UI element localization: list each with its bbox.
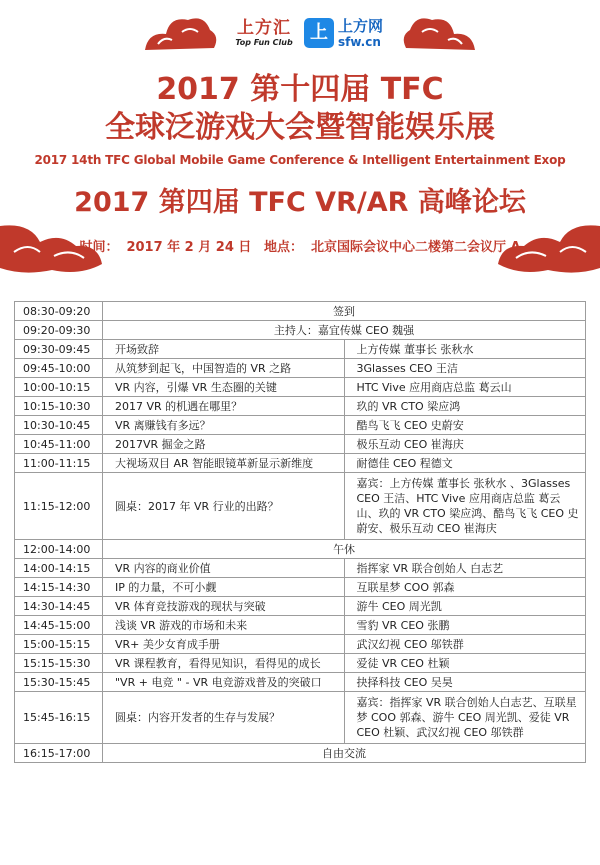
- topfun-logo: [224, 18, 304, 48]
- speaker-cell: 爱徒 VR CEO 杜颖: [344, 654, 586, 673]
- table-row: [15, 321, 586, 340]
- topfun-logo-en: Top Fun Club: [235, 38, 293, 47]
- topic-cell: 大视场双目 AR 智能眼镜革新显示新维度: [103, 454, 345, 473]
- topic-cell: VR 体育竞技游戏的现状与突破: [103, 597, 345, 616]
- table-row: [15, 635, 586, 654]
- topic-cell: VR 课程教育，看得见知识，看得见的成长: [103, 654, 345, 673]
- table-row: [15, 340, 586, 359]
- table-row: [15, 473, 586, 540]
- speaker-cell: 上方传媒 董事长 张秋水: [344, 340, 586, 359]
- time-place-line: [0, 239, 600, 257]
- speaker-cell: 玖的 VR CTO 梁应鸿: [344, 397, 586, 416]
- time-label: 时间：: [79, 240, 119, 255]
- title-line-1: 2017 第十四届 TFC: [156, 72, 444, 107]
- table-row: [15, 616, 586, 635]
- topic-cell: 2017 VR 的机遇在哪里？: [103, 397, 345, 416]
- time-cell: 09:20-09:30: [15, 321, 103, 340]
- speaker-cell: 雪豹 VR CEO 张鹏: [344, 616, 586, 635]
- time-cell: 14:30-14:45: [15, 597, 103, 616]
- speaker-cell: 游牛 CEO 周光凯: [344, 597, 586, 616]
- table-row: [15, 397, 586, 416]
- speaker-cell: 互联星梦 COO 郭森: [344, 578, 586, 597]
- topfun-logo-cn: 上方汇: [237, 18, 291, 38]
- table-row: [15, 359, 586, 378]
- topic-cell: IP 的力量，不可小觑: [103, 578, 345, 597]
- topic-cell: 从筑梦到起飞，中国智造的 VR 之路: [103, 359, 345, 378]
- topic-cell: VR 离赚钱有多远？: [103, 416, 345, 435]
- time-cell: 11:15-12:00: [15, 473, 103, 540]
- time-cell: 10:15-10:30: [15, 397, 103, 416]
- time-cell: 10:00-10:15: [15, 378, 103, 397]
- table-row: [15, 578, 586, 597]
- time-cell: 09:45-10:00: [15, 359, 103, 378]
- topic-cell: 圆桌：2017 年 VR 行业的出路？: [103, 473, 345, 540]
- table-row: [15, 597, 586, 616]
- topic-cell: 开场致辞: [103, 340, 345, 359]
- topic-cell: 圆桌：内容开发者的生存与发展？: [103, 692, 345, 744]
- time-cell: 12:00-14:00: [15, 540, 103, 559]
- topic-cell: 2017VR 掘金之路: [103, 435, 345, 454]
- time-cell: 15:30-15:45: [15, 673, 103, 692]
- speaker-cell: HTC Vive 应用商店总监 葛云山: [344, 378, 586, 397]
- time-cell: 14:45-15:00: [15, 616, 103, 635]
- speaker-cell: 酷鸟飞飞 CEO 史蔚安: [344, 416, 586, 435]
- title-line-2: 全球泛游戏大会暨智能娱乐展: [105, 110, 495, 145]
- logo-bar: [0, 14, 600, 54]
- page-header: [0, 0, 600, 285]
- schedule-table: [14, 301, 586, 763]
- table-row: [15, 454, 586, 473]
- table-row: [15, 744, 586, 763]
- time-cell: 08:30-09:20: [15, 302, 103, 321]
- topic-cell: VR 内容的商业价值: [103, 559, 345, 578]
- time-cell: 16:15-17:00: [15, 744, 103, 763]
- speaker-cell: 极乐互动 CEO 崔海庆: [344, 435, 586, 454]
- speaker-cell: 抉择科技 CEO 吴昊: [344, 673, 586, 692]
- speaker-cell: 嘉宾：上方传媒 董事长 张秋水 、3Glasses CEO 王洁、HTC Vive 应用商店总监 葛云山、玖的 VR CTO 梁应鸿、酷鸟飞飞 CEO 史蔚安、极乐互动 CEO 崔海庆: [344, 473, 586, 540]
- time-cell: 09:30-09:45: [15, 340, 103, 359]
- place-value: 北京国际会议中心二楼第二会议厅 A: [310, 240, 521, 255]
- session-cell: 签到: [103, 302, 586, 321]
- speaker-cell: 嘉宾：指挥家 VR 联合创始人白志艺、互联星梦 COO 郭森、游牛 CEO 周光凯、爱徒 VR CEO 杜颖、武汉幻视 CEO 邬铁群: [344, 692, 586, 744]
- time-cell: 10:45-11:00: [15, 435, 103, 454]
- time-cell: 15:00-15:15: [15, 635, 103, 654]
- time-cell: 15:15-15:30: [15, 654, 103, 673]
- sfw-logo-cn: 上方网: [338, 17, 384, 35]
- table-row: [15, 302, 586, 321]
- speaker-cell: 耐德佳 CEO 程德文: [344, 454, 586, 473]
- time-cell: 14:15-14:30: [15, 578, 103, 597]
- topic-cell: VR 内容，引爆 VR 生态圈的关键: [103, 378, 345, 397]
- topic-cell: "VR + 电竞 " - VR 电竞游戏普及的突破口: [103, 673, 345, 692]
- table-row: [15, 673, 586, 692]
- sfw-logo: [304, 18, 404, 52]
- speaker-cell: 指挥家 VR 联合创始人 白志艺: [344, 559, 586, 578]
- title-english: 2017 14th TFC Global Mobile Game Conference & Intelligent Entertainment Exop: [34, 153, 566, 167]
- topic-cell: VR+ 美少女育成手册: [103, 635, 345, 654]
- forum-title: 2017 第四届 TFC VR/AR 高峰论坛: [74, 187, 526, 218]
- table-row: [15, 435, 586, 454]
- table-row: [15, 692, 586, 744]
- sfw-logo-mark-icon: 上: [304, 18, 334, 48]
- session-cell: 主持人：嘉宜传媒 CEO 魏强: [103, 321, 586, 340]
- speaker-cell: 武汉幻视 CEO 邬铁群: [344, 635, 586, 654]
- time-cell: 14:00-14:15: [15, 559, 103, 578]
- session-cell: 自由交流: [103, 744, 586, 763]
- table-row: [15, 378, 586, 397]
- table-row: [15, 559, 586, 578]
- place-label: 地点：: [263, 240, 303, 255]
- sfw-logo-en: sfw.cn: [338, 35, 381, 49]
- table-row: [15, 654, 586, 673]
- time-cell: 10:30-10:45: [15, 416, 103, 435]
- time-value: 2017 年 2 月 24 日: [126, 240, 252, 255]
- session-cell: 午休: [103, 540, 586, 559]
- table-row: [15, 416, 586, 435]
- speaker-cell: 3Glasses CEO 王洁: [344, 359, 586, 378]
- topic-cell: 浅谈 VR 游戏的市场和未来: [103, 616, 345, 635]
- time-cell: 11:00-11:15: [15, 454, 103, 473]
- table-row: [15, 540, 586, 559]
- time-cell: 15:45-16:15: [15, 692, 103, 744]
